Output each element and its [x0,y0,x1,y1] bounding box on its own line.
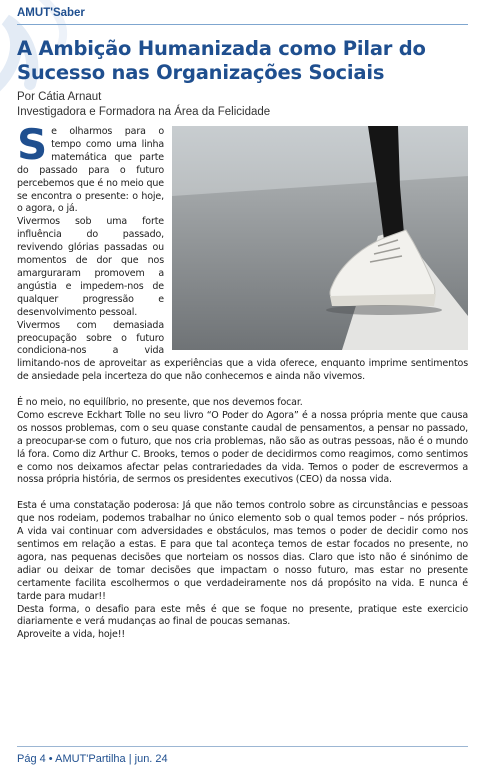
paragraph-3: Vivermos com demasiada preocupação sobre o futuro condiciona-nos a vida limitando-nos de aproveitar as experiências que a vida oferece, enquanto imprime sentimentos de ansiedade pela incerteza do que não conhecemos e ainda não vivemos. [17,319,468,383]
drop-cap: S [17,120,48,169]
byline [17,90,270,120]
paragraph-4: É no meio, no equilíbrio, no presente, que nos devemos focar. [17,397,303,409]
paragraph-2: Vivermos sob uma forte influência do passado, revivendo glórias passadas ou momentos de dor que nos amarguraram promovem a angústia e impedem-nos de qualquer progressão e desenvolvimento pessoal. [17,216,164,318]
paragraph-5: Como escreve Eckhart Tolle no seu livro “O Poder do Agora” é a nossa própria mente que causa os nossos problemas, com o seu quase constante caudal de pensamentos, a pensar no passado, a preocupar-se com o futuro, que nos cria problemas, não são as outras pessoas, não é o mundo lá fora. Como diz Arthur C. Brooks, temos o poder de decidirmos como reagimos, como sentimos e como nos deixamos afectar pelas contrariedades da vida. Temos o poder de escrevermos a nossa própria história, de sermos os presidentes executivos (CEO) da nossa vida. [17,409,468,486]
author-role: Investigadora e Formadora na Área da Felicidade [17,106,271,118]
section-tag: AMUT'Saber [17,7,85,19]
header-divider [17,24,468,25]
paragraph-8: Aproveite a vida, hoje!! [17,629,126,641]
paragraph-1: e olharmos para o tempo como uma linha matemática que parte do passado para o futuro percebemos que é no meio que se encontra o presente: o hoje, o agora, o já. [17,126,164,215]
article-body [17,120,468,642]
sneaker-on-road-image [172,126,468,350]
footer-divider [17,746,468,747]
page-footer: Pág 4 • AMUT'Partilha | jun. 24 [17,753,168,765]
article-photo [172,126,468,350]
article-title: A Ambição Humanizada como Pilar do Sucesso nas Organizações Sociais [17,37,426,84]
author-name: Por Cátia Arnaut [17,91,102,103]
paragraph-6: Esta é uma constatação poderosa: Já que não temos controlo sobre as circunstâncias e pessoas que nos rodeiam, podemos trabalhar no único elemento sob o qual temos poder – nós próprios. A vida vai continuar com adversidades e obstáculos, mas temos o poder de decidir como nos sentimos em relação a estas. E para que tal aconteça temos de estar focados no presente, no agora, nas pequenas decisões que norteiam os nossos dias. Claro que isto não é sinónimo de adiar ou deixar de tomar decisões que impactam o nosso futuro, mas estar no presente certamente facilita escolhermos o que verdadeiramente nos dá propósito na vida. E nunca é tarde para mudar!! [17,500,468,602]
paragraph-7: Desta forma, o desafio para este mês é que se foque no presente, pratique este exercicio diariamente e verá mudanças ao final de poucas semanas. [17,603,468,628]
